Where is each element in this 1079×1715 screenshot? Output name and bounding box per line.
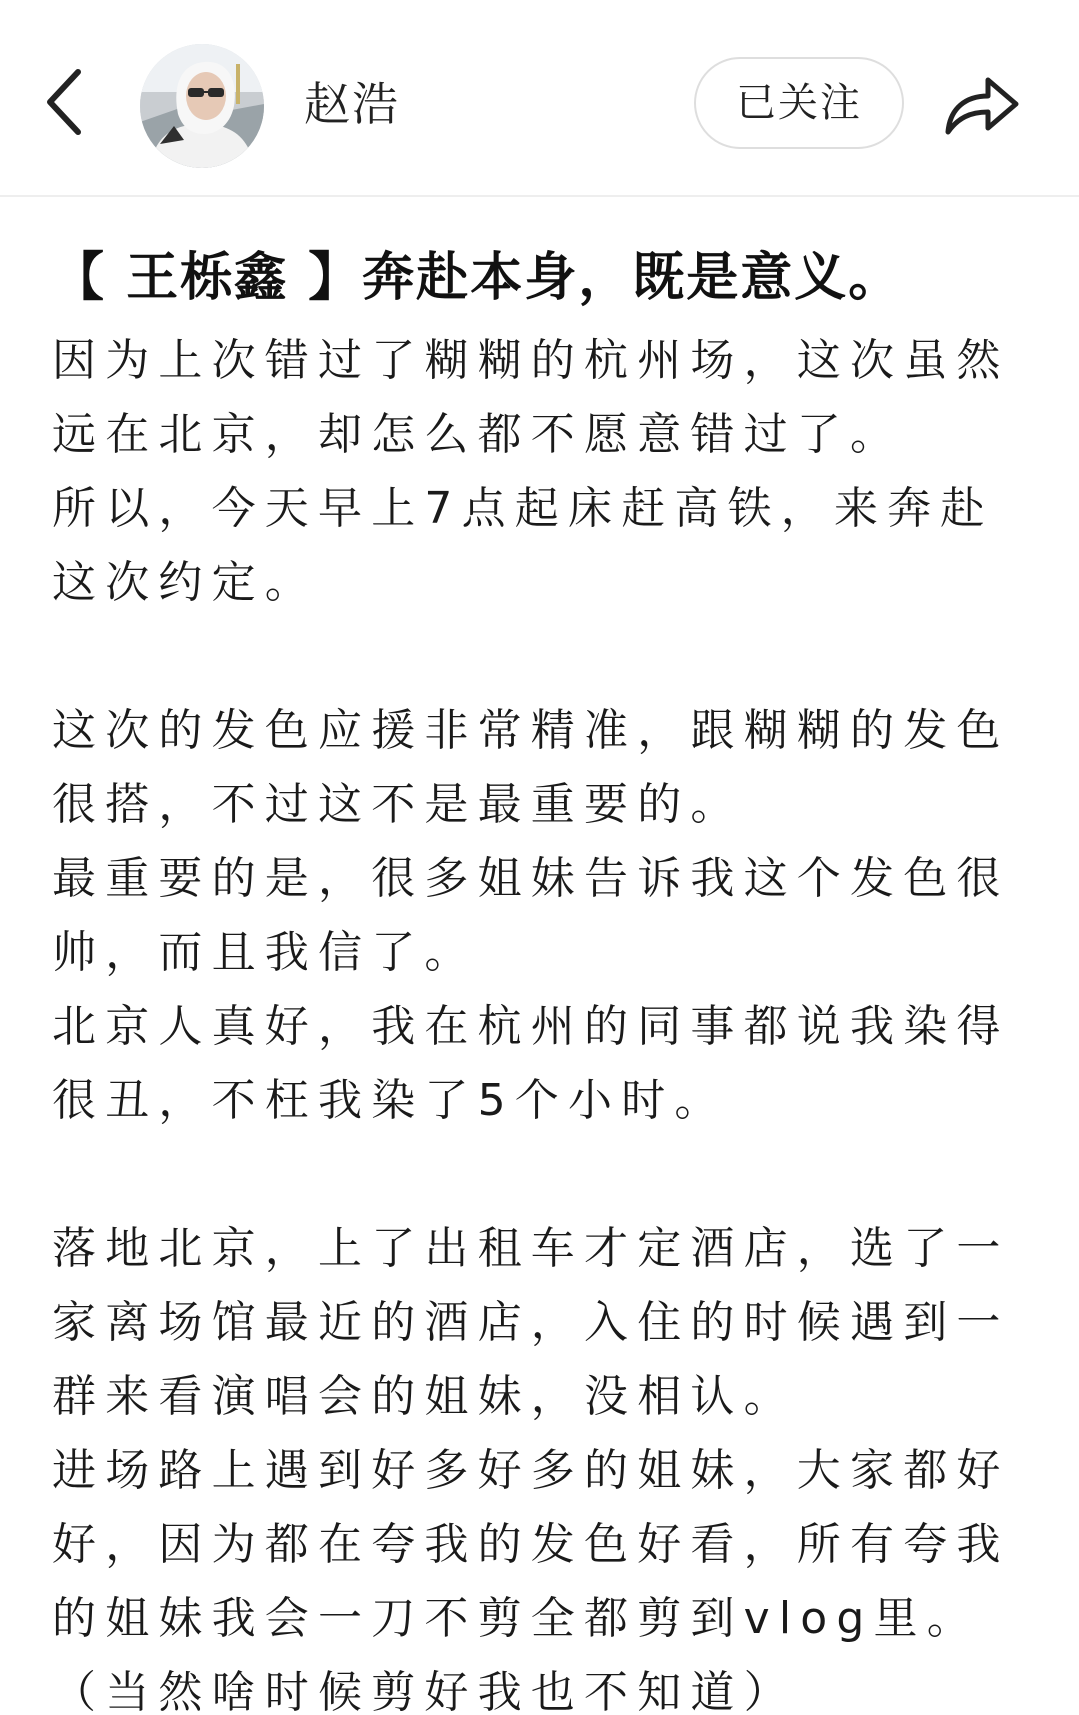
post-paragraph: 所以，今天早上7点起床赶高铁，来奔赴这次约定。 bbox=[52, 483, 994, 608]
chevron-left-icon bbox=[40, 64, 96, 140]
following-button[interactable]: 已关注 bbox=[694, 57, 904, 149]
post-paragraph: 最重要的是，很多姐妹告诉我这个发色很帅，而且我信了。 bbox=[52, 853, 1010, 978]
back-button[interactable] bbox=[40, 64, 96, 140]
avatar-image bbox=[140, 44, 264, 168]
post-paragraph: 这次的发色应援非常精准，跟糊糊的发色很搭，不过这不是最重要的。 bbox=[52, 705, 1010, 830]
share-arrow-icon bbox=[942, 68, 1022, 144]
post-paragraph: 北京人真好，我在杭州的同事都说我染得很丑，不枉我染了5个小时。 bbox=[52, 1001, 1010, 1126]
paragraph-gap bbox=[52, 620, 1032, 694]
share-button[interactable] bbox=[942, 68, 1022, 144]
paragraph-gap bbox=[52, 1138, 1032, 1212]
avatar[interactable] bbox=[140, 44, 264, 168]
post-title: 【 王栎鑫 】奔赴本身，既是意义。 bbox=[52, 248, 903, 308]
username[interactable]: 赵浩 bbox=[304, 77, 400, 131]
post-paragraph: 因为上次错过了糊糊的杭州场，这次虽然远在北京，却怎么都不愿意错过了。 bbox=[52, 335, 1010, 460]
top-bar bbox=[0, 0, 1079, 197]
post-content bbox=[52, 232, 1032, 1715]
post-paragraph: 落地北京，上了出租车才定酒店，选了一家离场馆最近的酒店，入住的时候遇到一群来看演唱会的姐妹，没相认。 bbox=[52, 1223, 1010, 1422]
post-paragraph: 进场路上遇到好多好多的姐妹，大家都好好，因为都在夸我的发色好看，所有夸我的姐妹我会一刀不剪全都剪到vlog里。（当然啥时候剪好我也不知道） bbox=[52, 1445, 1010, 1715]
